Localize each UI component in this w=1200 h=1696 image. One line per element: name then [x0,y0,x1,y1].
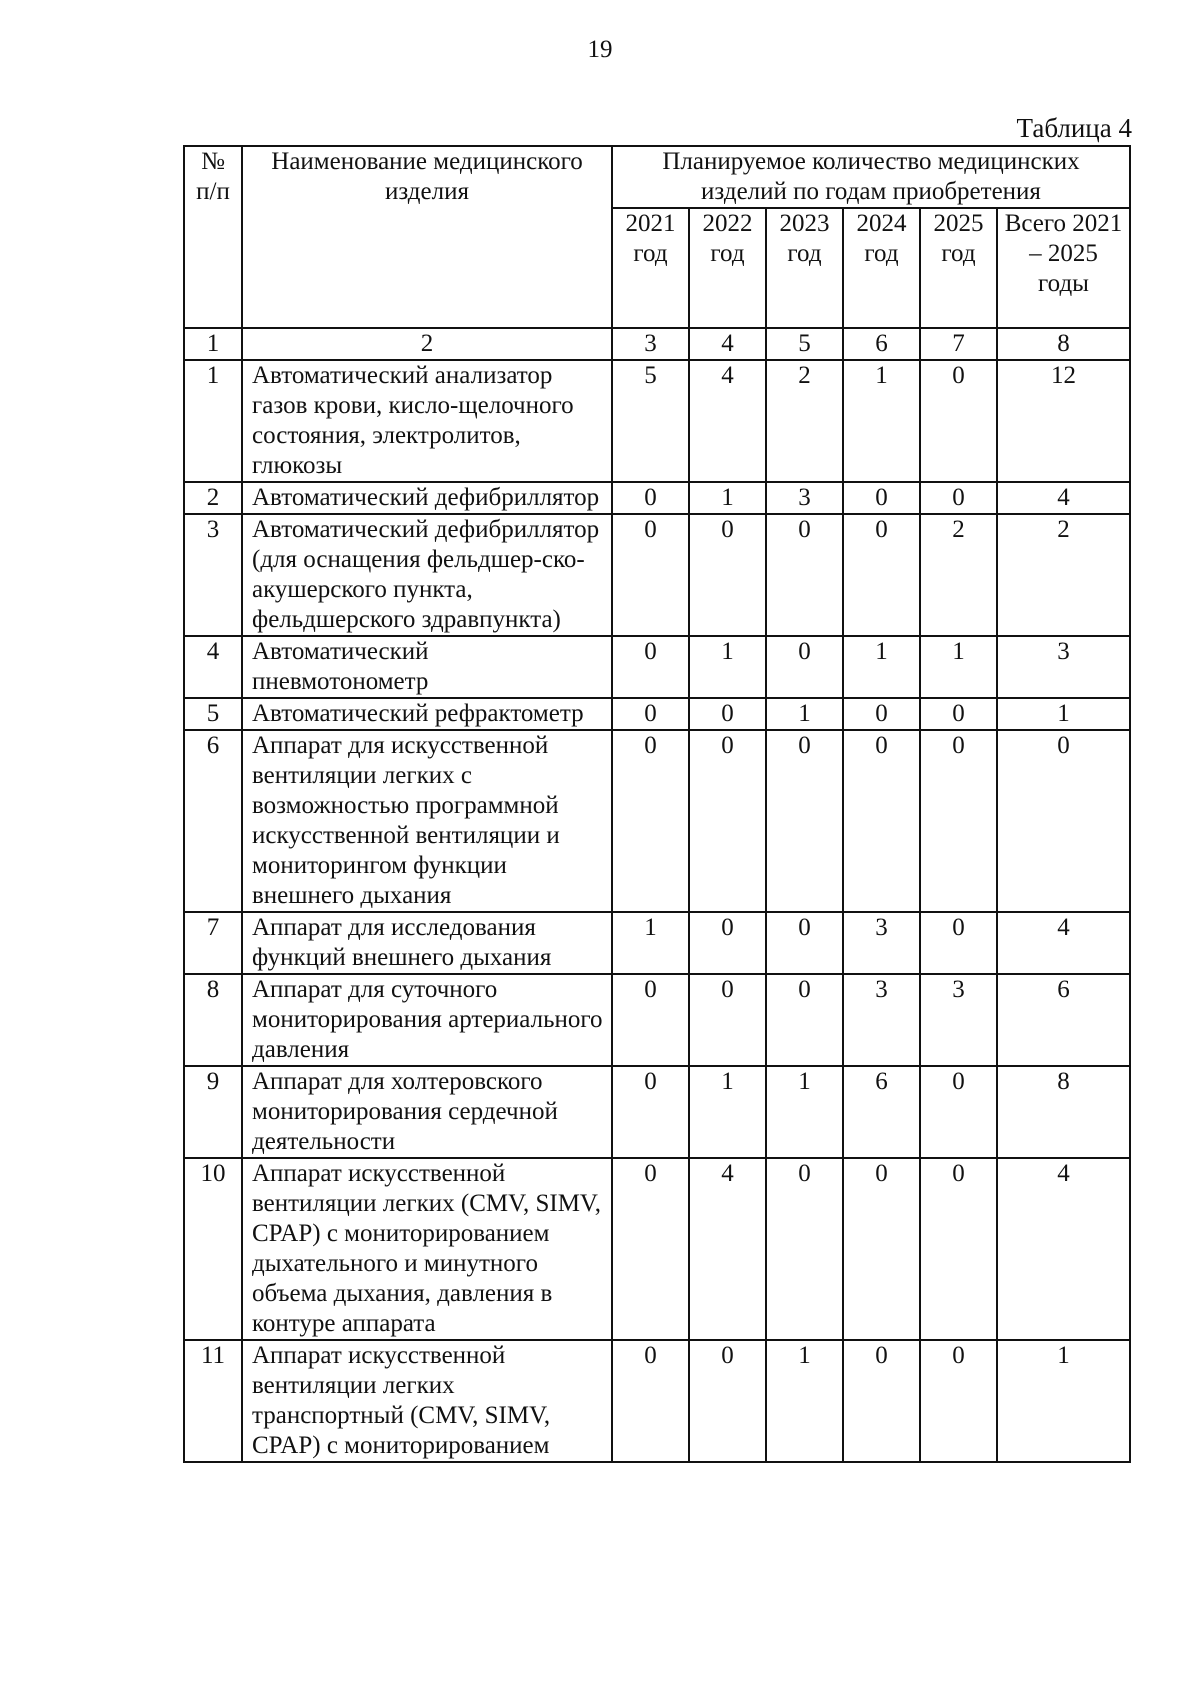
qty-total: 6 [997,974,1130,1066]
qty-2023: 1 [766,1340,843,1462]
qty-total: 8 [997,1066,1130,1158]
row-number: 10 [184,1158,242,1340]
row-number: 1 [184,360,242,482]
column-number: 2 [242,328,612,360]
device-name: Аппарат для исследования функций внешнего дыхания [242,912,612,974]
column-number: 4 [689,328,766,360]
qty-2025: 0 [920,1340,997,1462]
qty-2023: 2 [766,360,843,482]
qty-2021: 5 [612,360,689,482]
device-name: Аппарат для искусственной вентиляции легких с возможностью программной искусственной вентиляции и мониторингом функции внешнего дыхания [242,730,612,912]
qty-total: 4 [997,1158,1130,1340]
qty-2022: 4 [689,1158,766,1340]
header-year-2023: 2023 год [766,208,843,328]
qty-2024: 6 [843,1066,920,1158]
qty-2025: 3 [920,974,997,1066]
table-row [184,636,1130,698]
table-row [184,1158,1130,1340]
table-row [184,698,1130,730]
qty-2025: 0 [920,1158,997,1340]
qty-2024: 0 [843,1340,920,1462]
qty-2021: 0 [612,730,689,912]
qty-2025: 0 [920,1066,997,1158]
row-number: 5 [184,698,242,730]
qty-2023: 3 [766,482,843,514]
qty-2021: 1 [612,912,689,974]
device-name: Аппарат для холтеровского мониторирования сердечной деятельности [242,1066,612,1158]
qty-total: 4 [997,912,1130,974]
qty-total: 2 [997,514,1130,636]
qty-2022: 0 [689,1340,766,1462]
qty-2024: 0 [843,514,920,636]
qty-2025: 0 [920,482,997,514]
row-number: 3 [184,514,242,636]
table-row [184,482,1130,514]
qty-total: 3 [997,636,1130,698]
column-number: 8 [997,328,1130,360]
qty-total: 0 [997,730,1130,912]
qty-total: 1 [997,698,1130,730]
qty-2021: 0 [612,974,689,1066]
table-row [184,360,1130,482]
table-row [184,912,1130,974]
device-name: Автоматический пневмотонометр [242,636,612,698]
qty-2024: 0 [843,698,920,730]
table-row [184,730,1130,912]
qty-2025: 0 [920,698,997,730]
qty-2022: 0 [689,730,766,912]
column-number: 5 [766,328,843,360]
qty-total: 4 [997,482,1130,514]
qty-2022: 1 [689,636,766,698]
qty-2023: 0 [766,636,843,698]
header-year-2025: 2025 год [920,208,997,328]
medical-devices-table [183,145,1131,1463]
row-number: 7 [184,912,242,974]
qty-2022: 0 [689,514,766,636]
qty-2021: 0 [612,482,689,514]
device-name: Автоматический рефрактометр [242,698,612,730]
qty-2021: 0 [612,636,689,698]
qty-2025: 2 [920,514,997,636]
header-planned: Планируемое количество медицинских изделий по годам приобретения [612,146,1130,208]
table-row [184,1066,1130,1158]
device-name: Аппарат для суточного мониторирования артериального давления [242,974,612,1066]
qty-2025: 0 [920,912,997,974]
qty-2023: 0 [766,514,843,636]
column-number: 3 [612,328,689,360]
qty-2023: 0 [766,730,843,912]
qty-2021: 0 [612,698,689,730]
qty-2024: 0 [843,1158,920,1340]
qty-total: 1 [997,1340,1130,1462]
qty-2025: 0 [920,730,997,912]
qty-2023: 1 [766,698,843,730]
device-name: Аппарат искусственной вентиляции легких (CMV, SIMV, CPAP) с мониторированием дыхательного и минутного объема дыхания, давления в контуре аппарата [242,1158,612,1340]
page-number: 19 [587,36,613,63]
qty-2022: 1 [689,1066,766,1158]
qty-2024: 1 [843,360,920,482]
qty-2024: 0 [843,730,920,912]
table-row [184,974,1130,1066]
table-row [184,514,1130,636]
qty-2025: 0 [920,360,997,482]
qty-2022: 4 [689,360,766,482]
row-number: 8 [184,974,242,1066]
header-name: Наименование медицинского изделия [242,146,612,328]
device-name: Автоматический анализатор газов крови, кисло-щелочного состояния, электролитов, глюкозы [242,360,612,482]
row-number: 2 [184,482,242,514]
table-caption: Таблица 4 [1016,113,1132,143]
header-year-2024: 2024 год [843,208,920,328]
device-name: Автоматический дефибриллятор (для оснащения фельдшер-ско-акушерского пункта, фельдшерского здравпункта) [242,514,612,636]
qty-2023: 0 [766,912,843,974]
qty-2022: 0 [689,974,766,1066]
table-row [184,1340,1130,1462]
header-total: Всего 2021 – 2025 годы [997,208,1130,328]
qty-2021: 0 [612,1340,689,1462]
qty-2024: 0 [843,482,920,514]
header-num: № п/п [184,146,242,328]
row-number: 6 [184,730,242,912]
qty-total: 12 [997,360,1130,482]
row-number: 9 [184,1066,242,1158]
qty-2023: 0 [766,1158,843,1340]
qty-2024: 3 [843,974,920,1066]
qty-2025: 1 [920,636,997,698]
qty-2024: 3 [843,912,920,974]
header-year-2021: 2021 год [612,208,689,328]
row-number: 4 [184,636,242,698]
qty-2021: 0 [612,514,689,636]
qty-2022: 0 [689,912,766,974]
qty-2022: 1 [689,482,766,514]
row-number: 11 [184,1340,242,1462]
device-name: Аппарат искусственной вентиляции легких транспортный (CMV, SIMV, CPAP) с мониторированием [242,1340,612,1462]
device-name: Автоматический дефибриллятор [242,482,612,514]
qty-2023: 1 [766,1066,843,1158]
column-number: 6 [843,328,920,360]
column-number: 1 [184,328,242,360]
qty-2021: 0 [612,1158,689,1340]
column-number: 7 [920,328,997,360]
qty-2024: 1 [843,636,920,698]
qty-2021: 0 [612,1066,689,1158]
qty-2023: 0 [766,974,843,1066]
header-year-2022: 2022 год [689,208,766,328]
qty-2022: 0 [689,698,766,730]
